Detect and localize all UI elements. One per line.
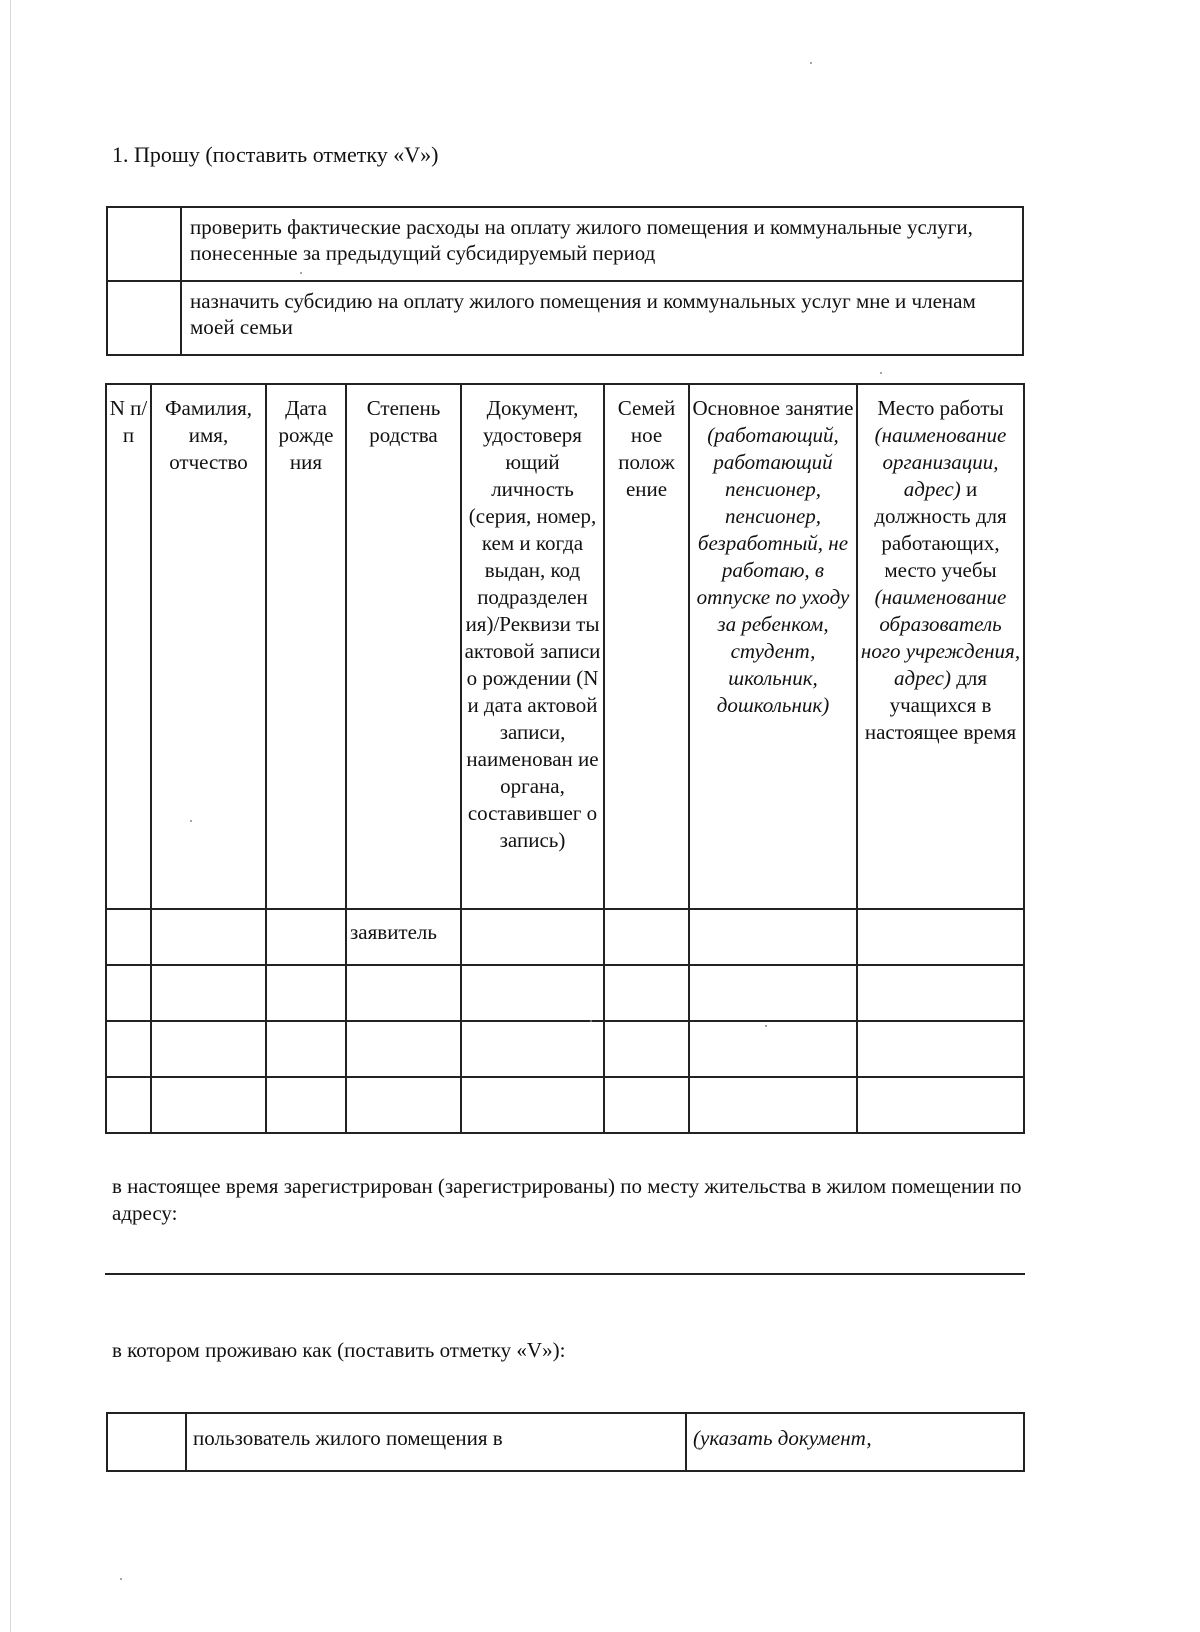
residence-option-label: пользователь жилого помещения в xyxy=(186,1413,686,1471)
cell-relation[interactable] xyxy=(346,965,461,1021)
header-identity-document: Документ, удостоверя ющий личность (серия, номер, кем и когда выдан, код подразделен ия)/Реквизи ты актовой записи о рождении (N и дата актовой записи, наименован ие органа, составившег о запись) xyxy=(461,384,604,909)
residence-option-row xyxy=(107,1413,1024,1471)
work-place-title: Место работы xyxy=(877,396,1004,420)
cell-family-status[interactable] xyxy=(604,909,689,965)
residence-document-note: (указать документ, xyxy=(686,1413,1024,1471)
cell-birth-date[interactable] xyxy=(266,1077,346,1133)
request-option-row xyxy=(107,207,1023,281)
request-option-label: проверить фактические расходы на оплату жилого помещения и коммунальные услуги, понесенные за предыдущий субсидируемый период xyxy=(181,207,1023,281)
cell-occupation[interactable] xyxy=(689,965,857,1021)
cell-occupation[interactable] xyxy=(689,1021,857,1077)
request-option-row xyxy=(107,281,1023,355)
family-table-row xyxy=(106,965,1024,1021)
header-family-status: Семей ное полож ение xyxy=(604,384,689,909)
header-relation: Степень родства xyxy=(346,384,461,909)
request-options-table xyxy=(106,206,1024,356)
scan-speck xyxy=(120,1578,122,1580)
occupation-options: (работающий, работающий пенсионер, пенсионер, безработный, не работаю, в отпуске по уходу за ребенком, студент, школьник, дошкольник) xyxy=(696,423,850,717)
header-full-name: Фамилия, имя, отчество xyxy=(151,384,266,909)
request-checkbox-cell[interactable] xyxy=(107,281,181,355)
cell-occupation[interactable] xyxy=(689,1077,857,1133)
scan-speck xyxy=(590,1020,592,1022)
residence-text: в котором проживаю как (поставить отметку «V»): xyxy=(112,1338,566,1362)
residence-checkbox-cell[interactable] xyxy=(107,1413,186,1471)
cell-identity-document[interactable] xyxy=(461,1077,604,1133)
family-table-row xyxy=(106,1021,1024,1077)
cell-number[interactable] xyxy=(106,1077,151,1133)
cell-relation[interactable] xyxy=(346,1077,461,1133)
cell-number[interactable] xyxy=(106,1021,151,1077)
cell-number[interactable] xyxy=(106,965,151,1021)
address-input-line[interactable] xyxy=(105,1273,1025,1275)
cell-identity-document[interactable] xyxy=(461,1021,604,1077)
header-work-place xyxy=(857,384,1024,909)
cell-identity-document[interactable] xyxy=(461,965,604,1021)
family-table-row xyxy=(106,909,1024,965)
cell-full-name[interactable] xyxy=(151,909,266,965)
work-place-org-note: (наименование организации, адрес) xyxy=(874,423,1007,501)
request-option-label: назначить субсидию на оплату жилого помещения и коммунальных услуг мне и членам моей семьи xyxy=(181,281,1023,355)
cell-work-place[interactable] xyxy=(857,909,1024,965)
cell-number[interactable] xyxy=(106,909,151,965)
family-members-table xyxy=(105,383,1025,1134)
registration-text: в настоящее время зарегистрирован (зарегистрированы) по месту жительства в жилом помещении по адресу: xyxy=(112,1174,1022,1225)
scan-speck xyxy=(190,820,192,822)
cell-relation: заявитель xyxy=(346,909,461,965)
occupation-title: Основное занятие xyxy=(692,396,854,420)
scan-speck xyxy=(765,1025,767,1027)
scan-speck xyxy=(300,272,302,274)
cell-family-status[interactable] xyxy=(604,1021,689,1077)
cell-full-name[interactable] xyxy=(151,965,266,1021)
cell-full-name[interactable] xyxy=(151,1021,266,1077)
scan-edge-line xyxy=(10,0,11,1632)
cell-relation[interactable] xyxy=(346,1021,461,1077)
cell-birth-date[interactable] xyxy=(266,1021,346,1077)
family-table-header-row xyxy=(106,384,1024,909)
header-birth-date: Дата рожде ния xyxy=(266,384,346,909)
cell-work-place[interactable] xyxy=(857,965,1024,1021)
cell-occupation[interactable] xyxy=(689,909,857,965)
request-heading: 1. Прошу (поставить отметку «V») xyxy=(112,142,439,167)
scan-speck xyxy=(880,372,882,374)
cell-identity-document[interactable] xyxy=(461,909,604,965)
header-number: N п/п xyxy=(106,384,151,909)
work-place-position: и должность для работающих, место учебы xyxy=(874,477,1007,582)
cell-work-place[interactable] xyxy=(857,1021,1024,1077)
cell-work-place[interactable] xyxy=(857,1077,1024,1133)
family-table-row xyxy=(106,1077,1024,1133)
residence-options-table xyxy=(106,1412,1025,1472)
study-place-tail: для учащихся в настоящее время xyxy=(864,666,1017,744)
cell-family-status[interactable] xyxy=(604,1077,689,1133)
header-occupation xyxy=(689,384,857,909)
cell-birth-date[interactable] xyxy=(266,965,346,1021)
cell-full-name[interactable] xyxy=(151,1077,266,1133)
cell-family-status[interactable] xyxy=(604,965,689,1021)
cell-birth-date[interactable] xyxy=(266,909,346,965)
request-checkbox-cell[interactable] xyxy=(107,207,181,281)
scan-speck xyxy=(810,62,812,64)
study-place-note: (наименование образователь ного учреждения, адрес) xyxy=(860,585,1021,690)
